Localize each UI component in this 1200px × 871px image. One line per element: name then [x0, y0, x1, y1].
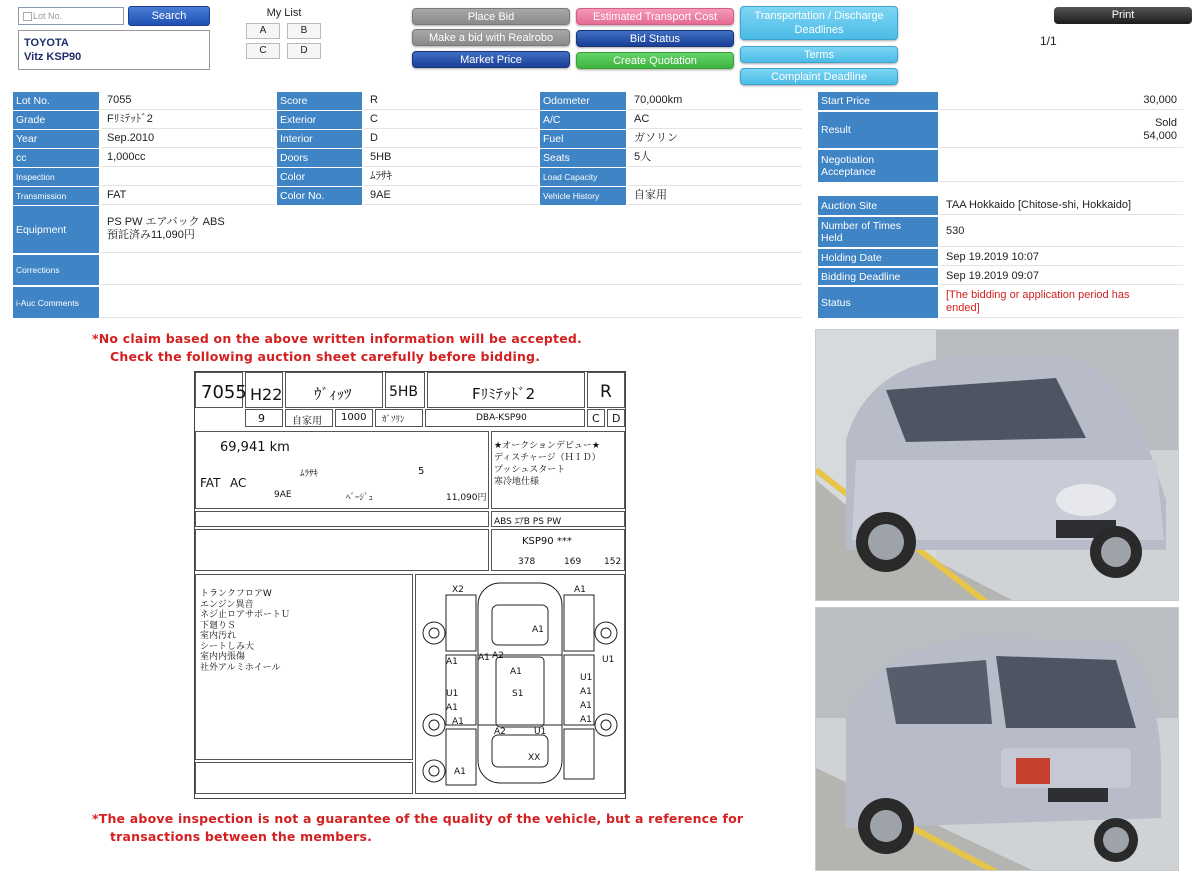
value-transmission: FAT	[101, 187, 275, 205]
create-quotation-button[interactable]: Create Quotation	[576, 52, 734, 69]
value-equipment	[101, 206, 802, 253]
lot-search-input[interactable]: Lot No.	[18, 7, 124, 25]
sheet-sales-point-2: ディスチャージ（ＨＩＤ）	[494, 453, 601, 463]
damage-mark-18: A1	[454, 767, 466, 777]
sheet-year-cell	[245, 372, 283, 408]
damage-mark-1: X2	[452, 585, 464, 595]
page-indicator: 1/1	[1040, 34, 1057, 48]
sheet-shift: FAT	[200, 476, 221, 490]
label-equipment: Equipment	[13, 206, 99, 253]
sheet-score-cell	[587, 372, 625, 408]
value-doors: 5HB	[364, 149, 538, 167]
label-vehicle-history: Vehicle History	[540, 187, 626, 205]
sheet-equipment: ABS ｴｱB PS PW	[494, 517, 562, 527]
sheet-ext-cell	[587, 409, 605, 427]
sheet-era-year: H22	[250, 385, 283, 404]
value-load-capacity	[628, 168, 802, 186]
sheet-dim-wid: 169	[564, 557, 582, 567]
sheet-fuel: ｶﾞｿﾘﾝ	[382, 415, 405, 425]
label-transmission: Transmission	[13, 187, 99, 205]
label-exterior: Exterior	[277, 111, 362, 129]
sheet-usage-cell	[285, 409, 333, 427]
sheet-code-cell	[425, 409, 585, 427]
car-photo-rear-image	[816, 608, 1179, 871]
times-held-label-2: Held	[821, 232, 843, 244]
sheet-doors-cell	[385, 372, 425, 408]
sheet-lot-cell	[195, 372, 247, 408]
damage-mark-5: A2	[492, 651, 504, 661]
sheet-specs-block	[195, 431, 489, 509]
sheet-mileage: 69,941 km	[220, 440, 290, 455]
damage-mark-9: U1	[446, 689, 459, 699]
deadlines-label-2: Deadlines	[794, 24, 844, 36]
sheet-frame-no: KSP90 ***	[522, 536, 572, 547]
negotiation-label-2: Acceptance	[821, 166, 876, 178]
sheet-recycle-fee: 11,090円	[446, 493, 487, 503]
damage-mark-14: A1	[580, 701, 592, 711]
terms-button[interactable]: Terms	[740, 46, 898, 63]
transport-cost-button[interactable]: Estimated Transport Cost	[576, 8, 734, 25]
sheet-score: R	[600, 382, 612, 402]
place-bid-button[interactable]: Place Bid	[412, 8, 570, 25]
damage-mark-11: U1	[602, 655, 615, 665]
damage-mark-17: XX	[528, 753, 541, 763]
value-color-no: 9AE	[364, 187, 538, 205]
sheet-lot: 7055	[201, 382, 247, 403]
car-photo-front-image	[816, 330, 1179, 601]
damage-mark-13: A1	[580, 687, 592, 697]
sheet-ext: C	[592, 412, 600, 425]
value-negotiation	[940, 150, 1183, 182]
damage-mark-20: A1	[580, 715, 592, 725]
label-lot-no: Lot No.	[13, 92, 99, 110]
sheet-cc-cell	[335, 409, 373, 427]
sheet-ac: AC	[230, 476, 247, 490]
label-odometer: Odometer	[540, 92, 626, 110]
sheet-int-cell	[607, 409, 625, 427]
value-ac: AC	[628, 111, 802, 129]
sheet-model-code: DBA-KSP90	[476, 413, 527, 423]
sheet-fuel-cell	[375, 409, 423, 427]
sheet-sales-points	[491, 431, 625, 509]
car-photo-rear[interactable]	[815, 607, 1179, 871]
value-seats: 5人	[628, 149, 802, 167]
damage-mark-8: S1	[512, 689, 524, 699]
vehicle-make: TOYOTA	[24, 37, 69, 49]
label-color: Color	[277, 168, 362, 186]
value-start-price: 30,000	[940, 92, 1183, 110]
sheet-seats: 5	[418, 466, 425, 477]
value-holding-date: Sep 19.2019 10:07	[940, 249, 1183, 266]
sheet-grade: Fﾘﾐﾃｯﾄﾞ2	[472, 385, 536, 403]
label-year: Year	[13, 130, 99, 148]
value-score: R	[364, 92, 538, 110]
label-doors: Doors	[277, 149, 362, 167]
bid-status-button[interactable]: Bid Status	[576, 30, 734, 47]
label-score: Score	[277, 92, 362, 110]
value-bidding-deadline: Sep 19.2019 09:07	[940, 268, 1183, 285]
damage-mark-6: A1	[478, 653, 490, 663]
label-status: Status	[818, 287, 938, 318]
complaint-deadline-button[interactable]: Complaint Deadline	[740, 68, 898, 85]
equipment-line-2: 預託済み11,090円	[107, 229, 195, 241]
label-color-no: Color No.	[277, 187, 362, 205]
sheet-dim-hgt: 152	[604, 557, 622, 567]
label-seats: Seats	[540, 149, 626, 167]
mylist-slot-c[interactable]: C	[246, 43, 280, 59]
warning-top-1: *No claim based on the above written information will be accepted.	[92, 331, 582, 346]
warning-top-2: Check the following auction sheet carefully before bidding.	[110, 349, 541, 364]
value-auction-site: TAA Hokkaido [Chitose-shi, Hokkaido]	[940, 196, 1183, 215]
sheet-color: ﾑﾗｻｷ	[300, 469, 319, 479]
sheet-note-8: 社外アルミホイール	[200, 662, 281, 673]
damage-mark-19: A1	[452, 717, 464, 727]
sheet-dim-len: 378	[518, 557, 536, 567]
damage-mark-15: A2	[494, 727, 506, 737]
sheet-sales-point-3: プッシュスタート	[494, 465, 566, 475]
sheet-frame-cell	[491, 529, 625, 571]
warning-bottom-2: transactions between the members.	[110, 829, 373, 844]
label-negotiation	[818, 150, 938, 182]
value-lot-no: 7055	[101, 92, 275, 110]
damage-mark-4: A1	[446, 657, 458, 667]
value-iauc-comments	[101, 287, 802, 318]
damage-mark-2: A1	[574, 585, 586, 595]
label-result: Result	[818, 112, 938, 148]
times-held-label-1: Number of Times	[821, 220, 901, 232]
vehicle-title	[18, 30, 210, 70]
label-fuel: Fuel	[540, 130, 626, 148]
label-grade: Grade	[13, 111, 99, 129]
value-year: Sep.2010	[101, 130, 275, 148]
label-start-price: Start Price	[818, 92, 938, 110]
value-vehicle-history: 自家用	[628, 187, 802, 205]
print-button[interactable]: Print	[1054, 7, 1192, 24]
value-interior: D	[364, 130, 538, 148]
status-line-1: [The bidding or application period has	[946, 289, 1130, 301]
sheet-grade-cell	[427, 372, 585, 408]
mylist-slot-a[interactable]: A	[246, 23, 280, 39]
result-status: Sold	[1154, 116, 1177, 129]
sheet-note-7: 室内内張傷	[200, 652, 246, 662]
sheet-footer-box	[195, 762, 413, 794]
value-corrections	[101, 255, 802, 285]
label-cc: cc	[13, 149, 99, 167]
sheet-doors: 5HB	[389, 384, 419, 400]
value-status	[940, 287, 1183, 318]
value-odometer: 70,000km	[628, 92, 802, 110]
sheet-interior-color: ﾍﾞｰｼﾞｭ	[346, 493, 374, 503]
deadlines-button[interactable]	[740, 6, 898, 40]
value-times-held: 530	[940, 217, 1183, 247]
damage-mark-12: U1	[580, 673, 593, 683]
value-color: ﾑﾗｻｷ	[364, 168, 538, 186]
damage-mark-7: A1	[510, 667, 522, 677]
sheet-cc: 1000	[341, 412, 367, 423]
label-holding-date: Holding Date	[818, 249, 938, 266]
sheet-blank-row	[195, 511, 489, 527]
damage-mark-3: A1	[532, 625, 544, 635]
label-auction-site: Auction Site	[818, 196, 938, 215]
mylist-title: My List	[266, 7, 302, 19]
sheet-usage: 自家用	[292, 416, 322, 427]
sheet-note-3: ネジ止ロアサポートＵ	[200, 610, 291, 620]
sheet-note-2: エンジン異音	[200, 599, 254, 610]
value-fuel: ガソリン	[628, 130, 802, 148]
sheet-note-1: トランクフロアW	[200, 589, 272, 599]
sheet-model-name: ｳﾞｨｯﾂ	[314, 385, 352, 403]
label-corrections: Corrections	[13, 255, 99, 285]
value-result	[940, 112, 1183, 148]
label-load-capacity: Load Capacity	[540, 168, 626, 186]
value-cc: 1,000cc	[101, 149, 275, 167]
label-bidding-deadline: Bidding Deadline	[818, 268, 938, 285]
sheet-month-cell	[245, 409, 283, 427]
sheet-note-5: 室内汚れ	[200, 631, 237, 641]
sheet-remarks	[195, 529, 489, 571]
car-photo-front[interactable]	[815, 329, 1179, 601]
sheet-model-cell	[285, 372, 383, 408]
sheet-note-6: シートしみ大	[200, 641, 255, 652]
sheet-month: 9	[258, 412, 265, 425]
sheet-inspector-notes	[195, 574, 413, 760]
deadlines-label-1: Transportation / Discharge	[754, 10, 884, 22]
damage-mark-10: A1	[446, 703, 458, 713]
sheet-equipment-cell	[491, 511, 625, 527]
car-outline-diagram	[416, 575, 624, 793]
warning-bottom-1: *The above inspection is not a guarantee of the quality of the vehicle, but a reference for	[92, 811, 744, 826]
mylist-slot-b[interactable]: B	[287, 23, 321, 39]
damage-mark-16: U1	[534, 727, 547, 737]
search-button[interactable]: Search	[128, 6, 210, 26]
label-interior: Interior	[277, 130, 362, 148]
negotiation-label-1: Negotiation	[821, 154, 875, 166]
sheet-sales-point-1: ★オークションデビュー★	[494, 441, 600, 451]
sheet-note-4: 下廻りＳ	[200, 620, 237, 631]
result-price: 54,000	[1143, 129, 1177, 142]
sheet-int: D	[612, 412, 621, 425]
vehicle-model: Vitz KSP90	[24, 51, 82, 63]
sheet-damage-diagram	[415, 574, 625, 794]
mylist-slot-d[interactable]: D	[287, 43, 321, 59]
value-grade: Fﾘﾐﾃｯﾄﾞ2	[101, 111, 275, 129]
equipment-line-1: PS PW エアバック ABS	[107, 216, 225, 228]
sheet-color-code: 9AE	[274, 490, 292, 500]
value-inspection	[101, 168, 275, 186]
label-ac: A/C	[540, 111, 626, 129]
status-line-2: ended]	[946, 302, 980, 314]
market-price-button[interactable]: Market Price	[412, 51, 570, 68]
auction-sheet[interactable]	[194, 371, 626, 799]
value-exterior: C	[364, 111, 538, 129]
label-inspection: Inspection	[13, 168, 99, 186]
label-iauc-comments: i-Auc Comments	[13, 287, 99, 318]
realrobo-bid-button[interactable]: Make a bid with Realrobo	[412, 29, 570, 46]
sheet-sales-point-4: 寒冷地仕様	[494, 477, 540, 487]
label-times-held	[818, 217, 938, 247]
